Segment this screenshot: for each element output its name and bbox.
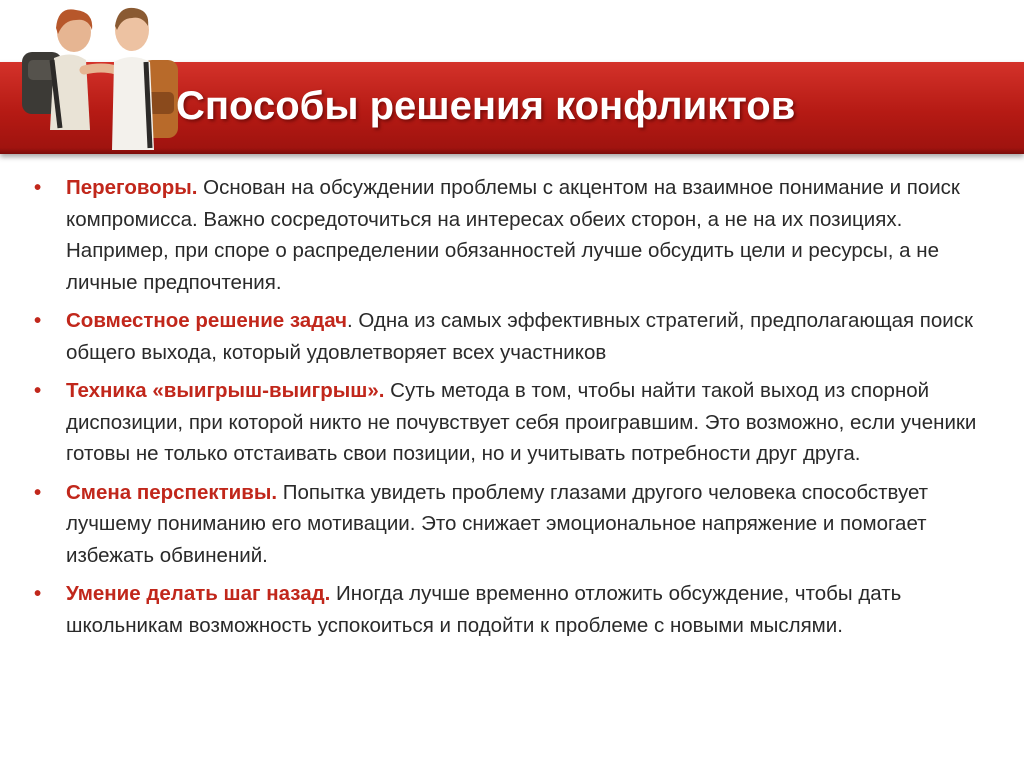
item-term: Совместное решение задач (66, 309, 348, 332)
slide-title: Способы решения конфликтов (176, 84, 796, 128)
list-item (34, 477, 994, 572)
item-text: . Одна из самых эффективных стратегий, предполагающая поиск общего выхода, который удовлетворяет всех участников (66, 309, 973, 364)
list-item (34, 375, 994, 470)
item-term: Техника «выигрыш-выигрыш». (66, 379, 385, 402)
item-term: Умение делать шаг назад. (66, 582, 331, 605)
bullet-list (34, 172, 994, 648)
bullet-icon: • (34, 176, 42, 199)
list-item (34, 578, 994, 641)
item-term: Смена перспективы. (66, 480, 278, 504)
item-text: Иногда лучше временно отложить обсуждение, чтобы дать школьникам возможность успокоиться и подойти к проблеме с новыми мыслями. (66, 582, 902, 637)
list-item (34, 172, 994, 298)
list-item (34, 305, 994, 368)
item-text: Основан на обсуждении проблемы с акцентом на взаимное понимание и поиск компромисса. Важно сосредоточиться на интересах обеих сторон, а не на их позициях. Например, при споре о распределении обязанностей лучше обсудить цели и ресурсы, а не личные предпочтения. (66, 176, 960, 294)
item-term: Переговоры. (66, 176, 198, 199)
item-text: Попытка увидеть проблему глазами другого человека способствует лучшему пониманию его мотивации. Это снижает эмоциональное напряжение и помогает избежать обвинений. (66, 480, 929, 567)
bullet-icon: • (34, 379, 42, 402)
schoolboys-illustration (14, 0, 184, 158)
bullet-icon: • (34, 480, 42, 504)
item-text: Суть метода в том, чтобы найти такой выход из спорной диспозиции, при которой никто не почувствует себя проигравшим. Это возможно, если ученики готовы не только отстаивать свои позиции, но и учитывать потребности друг друга. (66, 379, 977, 465)
bullet-icon: • (34, 309, 42, 332)
bullet-icon: • (34, 582, 42, 605)
